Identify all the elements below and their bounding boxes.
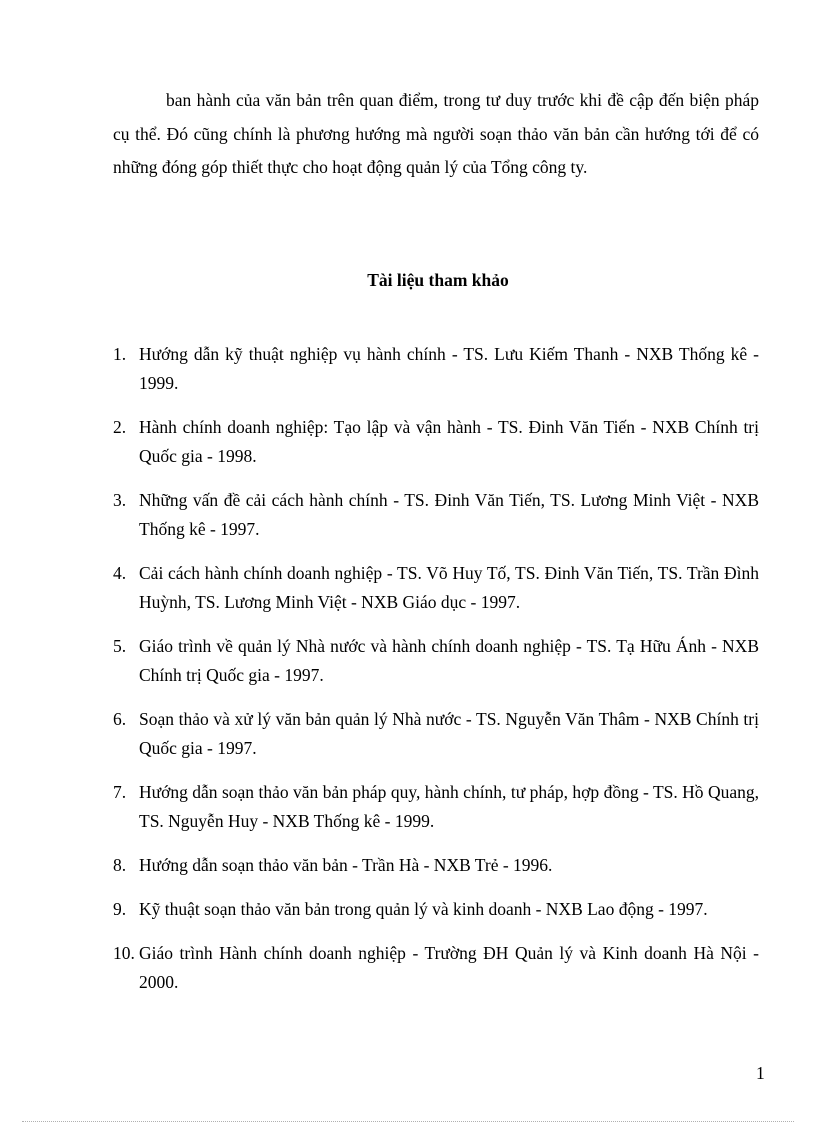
reference-item bbox=[113, 939, 759, 997]
reference-item bbox=[113, 340, 759, 398]
reference-text: Hướng dẫn soạn thảo văn bản pháp quy, hành chính, tư pháp, hợp đồng - TS. Hồ Quang, TS. Nguyễn Huy - NXB Thống kê - 1999. bbox=[139, 782, 759, 831]
reference-number: 7. bbox=[113, 782, 127, 802]
reference-text: Giáo trình Hành chính doanh nghiệp - Trường ĐH Quản lý và Kinh doanh Hà Nội - 2000. bbox=[139, 943, 759, 992]
reference-number: 1. bbox=[113, 344, 127, 364]
reference-text: Cải cách hành chính doanh nghiệp - TS. Võ Huy Tố, TS. Đinh Văn Tiến, TS. Trần Đình Huỳnh, TS. Lương Minh Việt - NXB Giáo dục - 1997. bbox=[139, 563, 759, 612]
reference-item bbox=[113, 486, 759, 544]
reference-item bbox=[113, 632, 759, 690]
reference-item bbox=[113, 413, 759, 471]
reference-text: Kỹ thuật soạn thảo văn bản trong quản lý và kinh doanh - NXB Lao động - 1997. bbox=[139, 899, 708, 919]
reference-number: 4. bbox=[113, 563, 127, 583]
reference-text: Giáo trình về quản lý Nhà nước và hành chính doanh nghiệp - TS. Tạ Hữu Ánh - NXB Chính trị Quốc gia - 1997. bbox=[139, 636, 759, 685]
reference-item bbox=[113, 705, 759, 763]
reference-item bbox=[113, 895, 759, 924]
page-number: 1 bbox=[756, 1063, 765, 1083]
intro-paragraph: ban hành của văn bản trên quan điểm, trong tư duy trước khi đề cập đến biện pháp cụ thể. Đó cũng chính là phương hướng mà người soạn thảo văn bản cần hướng tới để có những đóng góp thiết thực cho hoạt động quản lý của Tổng công ty. bbox=[113, 90, 759, 177]
reference-number: 10. bbox=[113, 943, 135, 963]
reference-number: 8. bbox=[113, 855, 127, 875]
reference-item bbox=[113, 559, 759, 617]
references-list bbox=[113, 340, 759, 1012]
reference-text: Hướng dẫn kỹ thuật nghiệp vụ hành chính - TS. Lưu Kiếm Thanh - NXB Thống kê - 1999. bbox=[139, 344, 759, 393]
reference-text: Những vấn đề cải cách hành chính - TS. Đinh Văn Tiến, TS. Lương Minh Việt - NXB Thống kê - 1997. bbox=[139, 490, 759, 539]
page-bottom-divider bbox=[22, 1121, 794, 1122]
reference-number: 2. bbox=[113, 417, 127, 437]
reference-number: 5. bbox=[113, 636, 127, 656]
reference-item bbox=[113, 778, 759, 836]
reference-number: 3. bbox=[113, 490, 127, 510]
reference-text: Hướng dẫn soạn thảo văn bản - Trần Hà - NXB Trẻ - 1996. bbox=[139, 855, 553, 875]
references-title: Tài liệu tham khảo bbox=[367, 270, 509, 290]
reference-item bbox=[113, 851, 759, 880]
reference-text: Hành chính doanh nghiệp: Tạo lập và vận hành - TS. Đinh Văn Tiến - NXB Chính trị Quốc gia - 1998. bbox=[139, 417, 759, 466]
reference-number: 6. bbox=[113, 709, 127, 729]
reference-number: 9. bbox=[113, 899, 127, 919]
reference-text: Soạn thảo và xử lý văn bản quản lý Nhà nước - TS. Nguyễn Văn Thâm - NXB Chính trị Quốc gia - 1997. bbox=[139, 709, 759, 758]
